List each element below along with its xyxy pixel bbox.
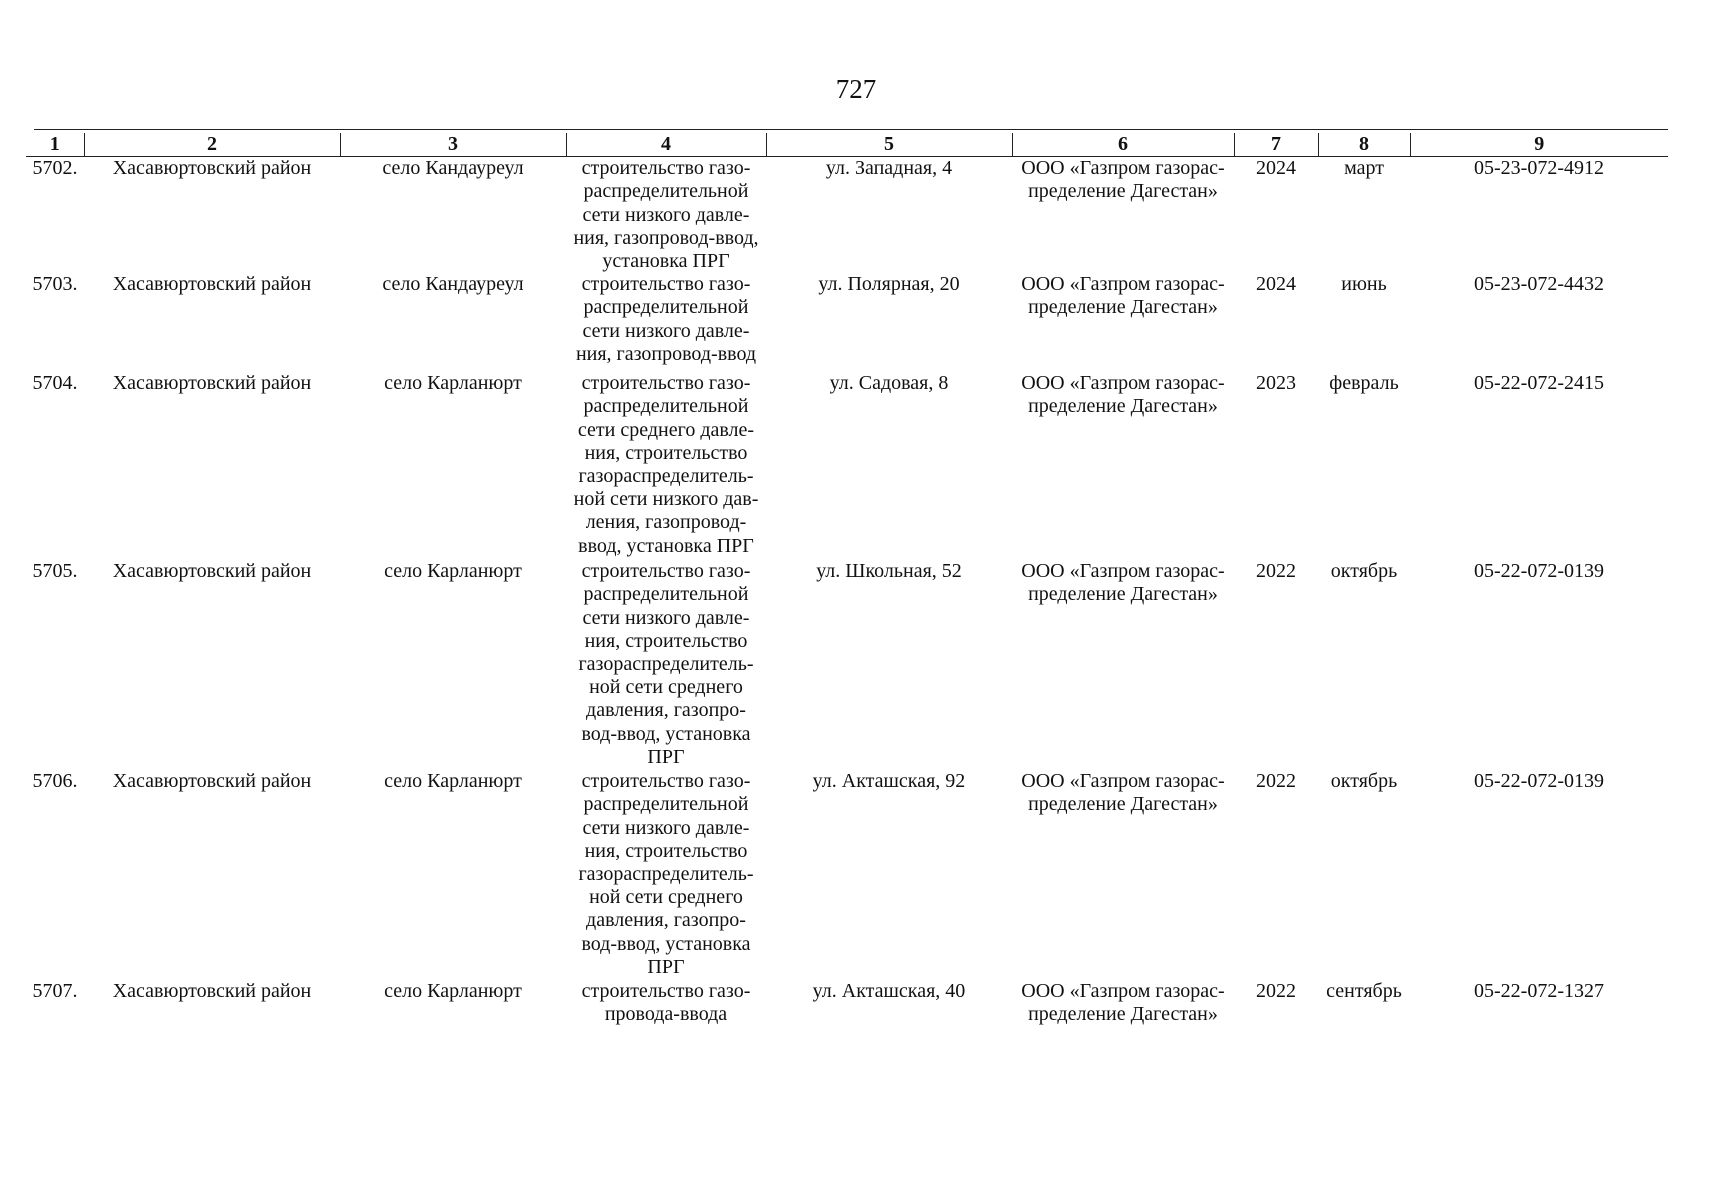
district-cell: Хасавюртовский район (112, 372, 312, 395)
code-cell: 05-22-072-1327 (1474, 980, 1604, 1003)
table-row (26, 560, 1668, 770)
header-col-9: 9 (1410, 133, 1668, 157)
year-cell: 2024 (1256, 273, 1296, 296)
district-cell: Хасавюртовский район (112, 157, 312, 180)
month-cell: октябрь (1330, 560, 1398, 583)
year-cell: 2022 (1256, 770, 1296, 793)
description-cell: строительство газо- провода-ввода (581, 980, 751, 1026)
description-cell: строительство газо- распределительной сети низкого давле- ния, строительство газораспределитель- ной сети среднего давления, газопро- вод-ввод, установка ПРГ (578, 560, 754, 768)
description-cell: строительство газо- распределительной сети низкого давле- ния, строительство газораспределитель- ной сети среднего давления, газопро- вод-ввод, установка ПРГ (578, 770, 754, 978)
district-cell: Хасавюртовский район (112, 560, 312, 583)
address-cell: ул. Полярная, 20 (818, 273, 960, 296)
row-number: 5707. (32, 980, 78, 1003)
row-number: 5705. (32, 560, 78, 583)
year-cell: 2023 (1256, 372, 1296, 395)
month-cell: октябрь (1330, 770, 1398, 793)
row-number: 5704. (32, 372, 78, 395)
operator-cell: ООО «Газпром газорас- пределение Дагестан» (1021, 770, 1225, 816)
table-row (26, 372, 1668, 560)
register-table (26, 133, 1668, 1040)
year-cell: 2022 (1256, 980, 1296, 1003)
operator-cell: ООО «Газпром газорас- пределение Дагестан» (1021, 980, 1225, 1026)
month-cell: март (1344, 157, 1384, 180)
address-cell: ул. Акташская, 40 (812, 980, 966, 1003)
month-cell: июнь (1341, 273, 1387, 296)
header-col-5: 5 (766, 133, 1012, 157)
locality-cell: село Карланюрт (384, 980, 522, 1003)
locality-cell: село Карланюрт (384, 770, 522, 793)
header-col-6: 6 (1012, 133, 1234, 157)
table-top-rule (34, 129, 1668, 130)
locality-cell: село Кандауреул (382, 157, 524, 180)
header-col-4: 4 (566, 133, 766, 157)
code-cell: 05-22-072-0139 (1474, 560, 1604, 583)
year-cell: 2022 (1256, 560, 1296, 583)
table-row (26, 980, 1668, 1040)
header-col-2: 2 (84, 133, 340, 157)
row-number: 5706. (32, 770, 78, 793)
header-col-7: 7 (1234, 133, 1318, 157)
page-number: 727 (835, 74, 877, 104)
code-cell: 05-23-072-4432 (1474, 273, 1604, 296)
district-cell: Хасавюртовский район (112, 273, 312, 296)
locality-cell: село Карланюрт (384, 372, 522, 395)
address-cell: ул. Акташская, 92 (812, 770, 966, 793)
code-cell: 05-22-072-0139 (1474, 770, 1604, 793)
operator-cell: ООО «Газпром газорас- пределение Дагестан» (1021, 273, 1225, 319)
code-cell: 05-22-072-2415 (1474, 372, 1604, 395)
district-cell: Хасавюртовский район (112, 770, 312, 793)
row-number: 5702. (32, 157, 78, 180)
table-row (26, 770, 1668, 980)
header-col-3: 3 (340, 133, 566, 157)
header-row (26, 133, 1668, 157)
code-cell: 05-23-072-4912 (1474, 157, 1604, 180)
locality-cell: село Кандауреул (382, 273, 524, 296)
address-cell: ул. Западная, 4 (825, 157, 953, 180)
table-body (26, 157, 1668, 1041)
operator-cell: ООО «Газпром газорас- пределение Дагестан» (1021, 560, 1225, 606)
table-row (26, 273, 1668, 372)
description-cell: строительство газо- распределительной сети низкого давле- ния, газопровод-ввод, установка ПРГ (573, 157, 759, 273)
description-cell: строительство газо- распределительной сети низкого давле- ния, газопровод-ввод (575, 273, 757, 365)
district-cell: Хасавюртовский район (112, 980, 312, 1003)
month-cell: сентябрь (1326, 980, 1402, 1003)
address-cell: ул. Школьная, 52 (816, 560, 962, 583)
row-number: 5703. (32, 273, 78, 296)
table-row (26, 157, 1668, 274)
header-col-8: 8 (1318, 133, 1410, 157)
year-cell: 2024 (1256, 157, 1296, 180)
address-cell: ул. Садовая, 8 (829, 372, 949, 395)
month-cell: февраль (1329, 372, 1399, 395)
operator-cell: ООО «Газпром газорас- пределение Дагестан» (1021, 157, 1225, 203)
header-col-1: 1 (26, 133, 84, 157)
operator-cell: ООО «Газпром газорас- пределение Дагестан» (1021, 372, 1225, 418)
description-cell: строительство газо- распределительной сети среднего давле- ния, строительство газораспределитель- ной сети низкого дав- ления, газопровод- ввод, установка ПРГ (573, 372, 759, 557)
locality-cell: село Карланюрт (384, 560, 522, 583)
